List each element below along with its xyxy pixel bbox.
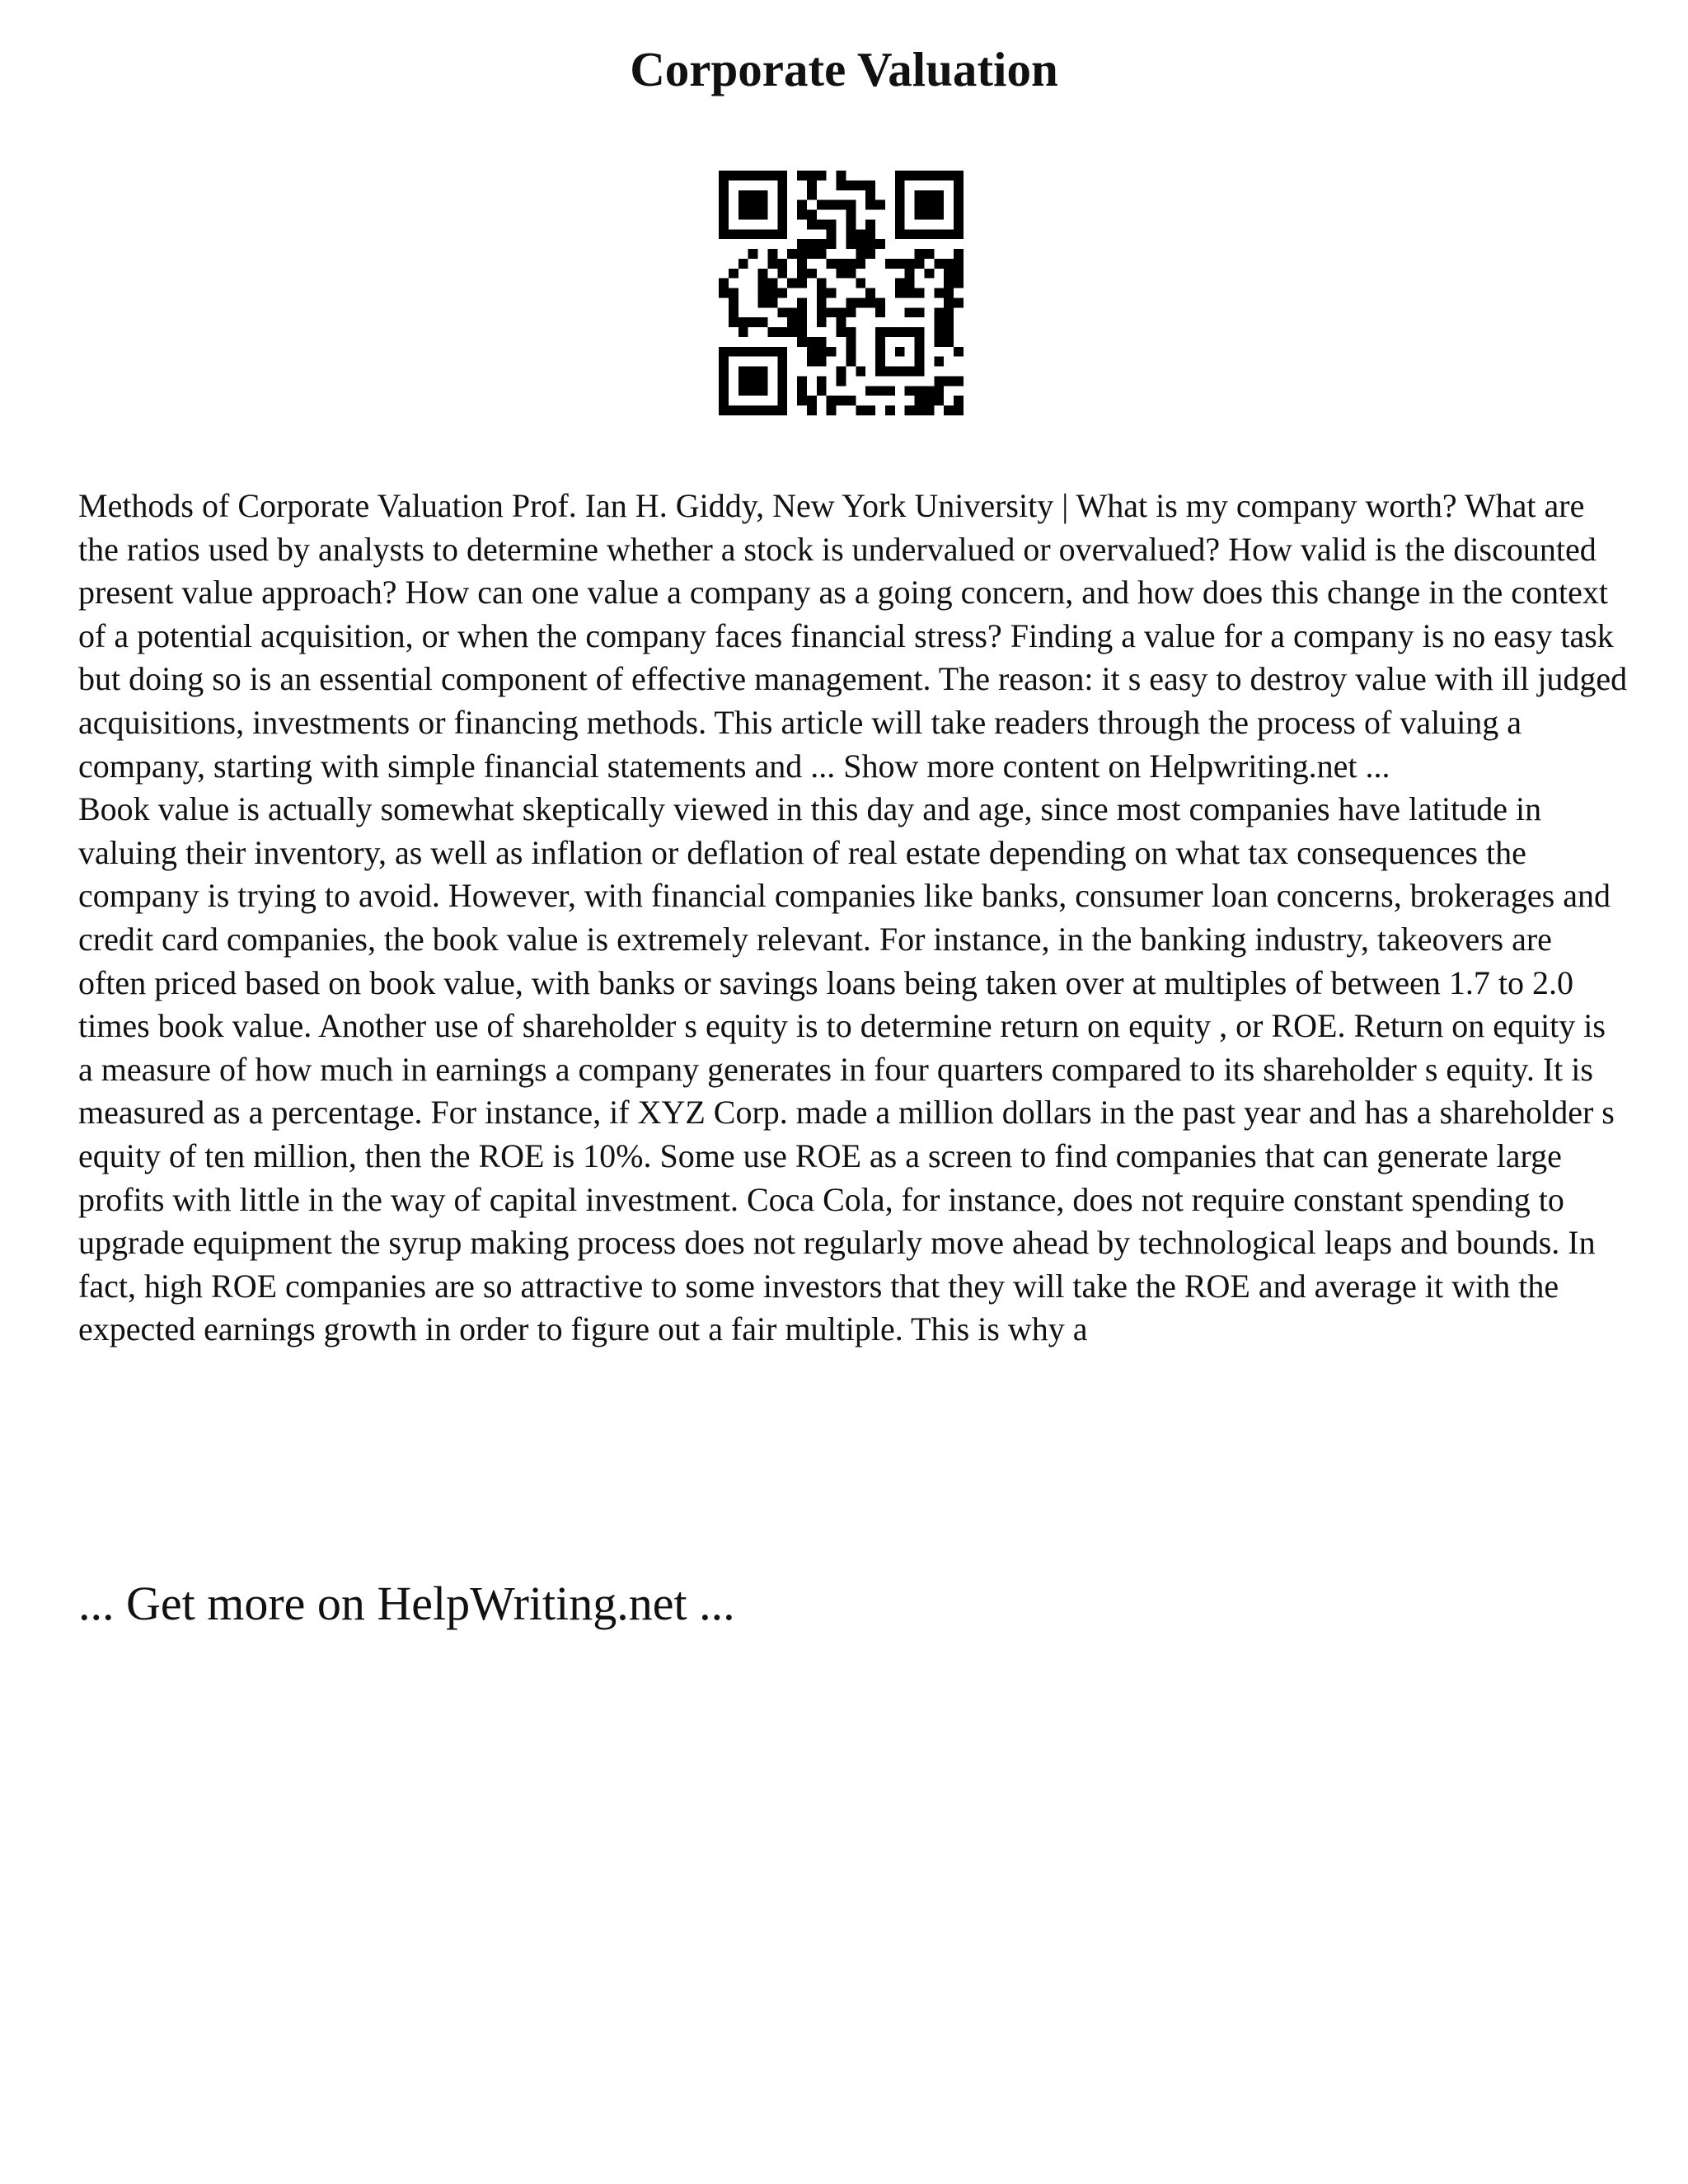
qr-code-graphic <box>719 171 964 415</box>
get-more-link[interactable]: ... Get more on HelpWriting.net ... <box>78 1577 735 1630</box>
paragraph-methods: Methods of Corporate Valuation Prof. Ian H. Giddy, New York University | What is my company worth? What are the ratios used by analysts to determine whether a stock is undervalued or overvalued? How valid is the discounted present value approach? How can one value a company as a going concern, and how does this change in the context of a potential acquisition, or when the company faces financial stress? Finding a value for a company is no easy task but doing so is an essential component of effective management. The reason: it s easy to destroy value with ill judged acquisitions, investments or financing methods. This article will take readers through the process of valuing a company, starting with simple financial statements and ... Show more content on Helpwriting.net ... <box>78 487 1628 785</box>
article-body <box>78 485 1628 1352</box>
qr-code-icon <box>719 171 964 415</box>
paragraph-book-value: Book value is actually somewhat skeptically viewed in this day and age, since most companies have latitude in valuing their inventory, as well as inflation or deflation of real estate depending on what tax consequences the company is trying to avoid. However, with financial companies like banks, consumer loan concerns, brokerages and credit card companies, the book value is extremely relevant. For instance, in the banking industry, takeovers are often priced based on book value, with banks or savings loans being taken over at multiples of between 1.7 to 2.0 times book value. Another use of shareholder s equity is to determine return on equity , or ROE. Return on equity is a measure of how much in earnings a company generates in four quarters compared to its shareholder s equity. It is measured as a percentage. For instance, if XYZ Corp. made a million dollars in the past year and has a shareholder s equity of ten million, then the ROE is 10%. Some use ROE as a screen to find companies that can generate large profits with little in the way of capital investment. Coca Cola, for instance, does not require constant spending to upgrade equipment the syrup making process does not regularly move ahead by technological leaps and bounds. In fact, high ROE companies are so attractive to some investors that they will take the ROE and average it with the expected earnings growth in order to figure out a fair multiple. This is why a <box>78 790 1615 1348</box>
page-title: Corporate Valuation <box>630 42 1058 96</box>
